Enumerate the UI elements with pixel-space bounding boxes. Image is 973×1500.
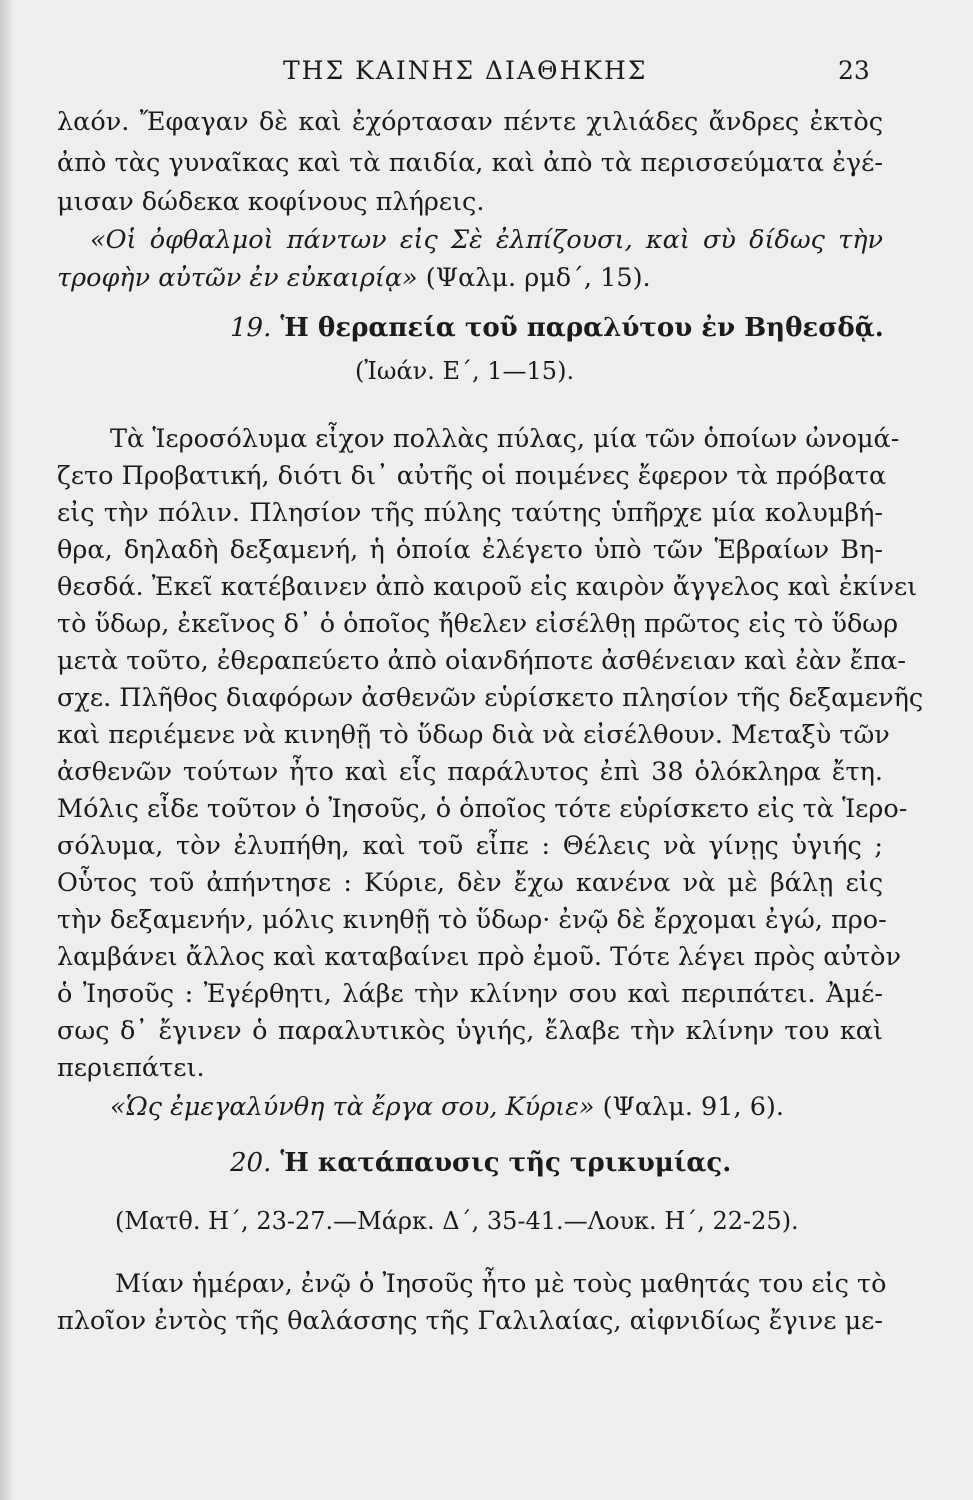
paragraph-line: περιεπάτει. [57,1053,205,1083]
section-number: 20. [230,1148,272,1178]
scripture-reference: (Ψαλμ. 91, 6). [602,1092,784,1122]
paragraph-line: σχε. Πλῆθος διαφόρων ἀσθενῶν εὑρίσκετο πλησίον τῆς δεξαμενῆς [57,683,924,713]
paragraph-line: ἀπὸ τὰς γυναῖκας καὶ τὰ παιδία, καὶ ἀπὸ τὰ περισσεύματα ἐγέ- [57,148,883,178]
paragraph-line: σως δ᾽ ἔγινεν ὁ παραλυτικὸς ὑγιής, ἔλαβε τὴν κλίνην του καὶ [57,1016,883,1046]
paragraph-line: ζετο Προβατική, διότι δι᾽ αὐτῆς οἱ ποιμένες ἔφερον τὰ πρόβατα [57,461,887,491]
paragraph-line: τὸ ὕδωρ, ἐκεῖνος δ᾽ ὁ ὁποῖος ἤθελεν εἰσέλθῃ πρῶτος εἰς τὸ ὕδωρ [57,609,899,639]
section-title: Ἡ κατάπαυσις τῆς τρικυμίας. [280,1148,732,1178]
scripture-quote-line [57,262,651,294]
scripture-quote-line [110,1091,784,1123]
paragraph-line: ὁ Ἰησοῦς : Ἐγέρθητι, λάβε τὴν κλίνην σου καὶ περιπάτει. Ἀμέ- [57,979,883,1009]
section-heading [230,313,884,343]
gospel-reference: (Ματθ. Η΄, 23-27.—Μάρκ. Δ΄, 35-41.—Λουκ. Η΄, 22-25). [115,1207,799,1235]
paragraph-line: μετὰ τοῦτο, ἐθεραπεύετο ἀπὸ οἱανδήποτε ἀσθένειαν καὶ ἐὰν ἔπα- [57,646,907,676]
section-title: Ἡ θεραπεία τοῦ παραλύτου ἐν Βηθεσδᾷ. [280,313,884,343]
paragraph-line: ἀσθενῶν τούτων ἦτο καὶ εἷς παράλυτος ἐπὶ 38 ὁλόκληρα ἔτη. [57,757,883,787]
paragraph-line: λαόν. Ἔφαγαν δὲ καὶ ἐχόρτασαν πέντε χιλιάδες ἄνδρες ἐκτὸς [57,107,883,137]
paragraph-line: σόλυμα, τὸν ἐλυπήθη, καὶ τοῦ εἶπε : Θέλεις νὰ γίνῃς ὑγιής ; [57,831,883,861]
running-head: ΤΗΣ ΚΑΙΝΗΣ ΔΙΑΘΗΚΗΣ [283,56,648,85]
scripture-quote-text: τροφὴν αὐτῶν ἐν εὐκαιρίᾳ» [57,263,418,293]
paragraph-line: μισαν δώδεκα κοφίνους πλήρεις. [57,187,485,217]
scripture-reference: (Ψαλμ. ρμδ΄, 15). [425,263,651,293]
section-number: 19. [230,313,272,343]
paragraph-line: πλοῖον ἐντὸς τῆς θαλάσσης τῆς Γαλιλαίας, αἰφνιδίως ἔγινε με- [57,1306,883,1336]
paragraph-line: λαμβάνει ἄλλος καὶ καταβαίνει πρὸ ἐμοῦ. Τότε λέγει πρὸς αὐτὸν [57,942,901,972]
paragraph-line: εἰς τὴν πόλιν. Πλησίον τῆς πύλης ταύτης ὑπῆρχε μία κολυμβή- [57,498,883,528]
paragraph-line: Οὗτος τοῦ ἀπήντησε : Κύριε, δὲν ἔχω κανένα νὰ μὲ βάλῃ εἰς [57,868,883,898]
paragraph-line: καὶ περιέμενε νὰ κινηθῇ τὸ ὕδωρ διὰ νὰ εἰσέλθουν. Μεταξὺ τῶν [57,720,890,750]
paragraph-line: θρα, δηλαδὴ δεξαμενή, ἡ ὁποία ἐλέγετο ὑπὸ τῶν Ἑβραίων Βη- [57,535,883,565]
paragraph-line: Μίαν ἡμέραν, ἐνῷ ὁ Ἰησοῦς ἦτο μὲ τοὺς μαθητάς του εἰς τὸ [115,1269,887,1299]
paragraph-line: Τὰ Ἱεροσόλυμα εἶχον πολλὰς πύλας, μία τῶν ὁποίων ὠνομά- [110,424,900,454]
paragraph-line: θεσδά. Ἐκεῖ κατέβαινεν ἀπὸ καιροῦ εἰς καιρὸν ἄγγελος καὶ ἐκίνει [57,572,918,602]
page-edge-shadow [0,0,12,1500]
page-header [0,56,973,92]
section-heading [230,1148,731,1178]
gospel-reference: (Ἰωάν. Ε΄, 1—15). [355,357,575,385]
page-number: 23 [838,56,870,85]
scripture-quote-line: «Οἱ ὀφθαλμοὶ πάντων εἰς Σὲ ἐλπίζουσι, καὶ σὺ δίδως τὴν [90,225,883,255]
scripture-quote-text: «Ὡς ἐμεγαλύνθη τὰ ἔργα σου, Κύριε» [110,1092,595,1122]
paragraph-line: τὴν δεξαμενήν, μόλις κινηθῇ τὸ ὕδωρ· ἐνῷ δὲ ἔρχομαι ἐγώ, προ- [57,905,887,935]
paragraph-line: Μόλις εἶδε τοῦτον ὁ Ἰησοῦς, ὁ ὁποῖος τότε εὑρίσκετο εἰς τὰ Ἱερο- [57,794,908,824]
